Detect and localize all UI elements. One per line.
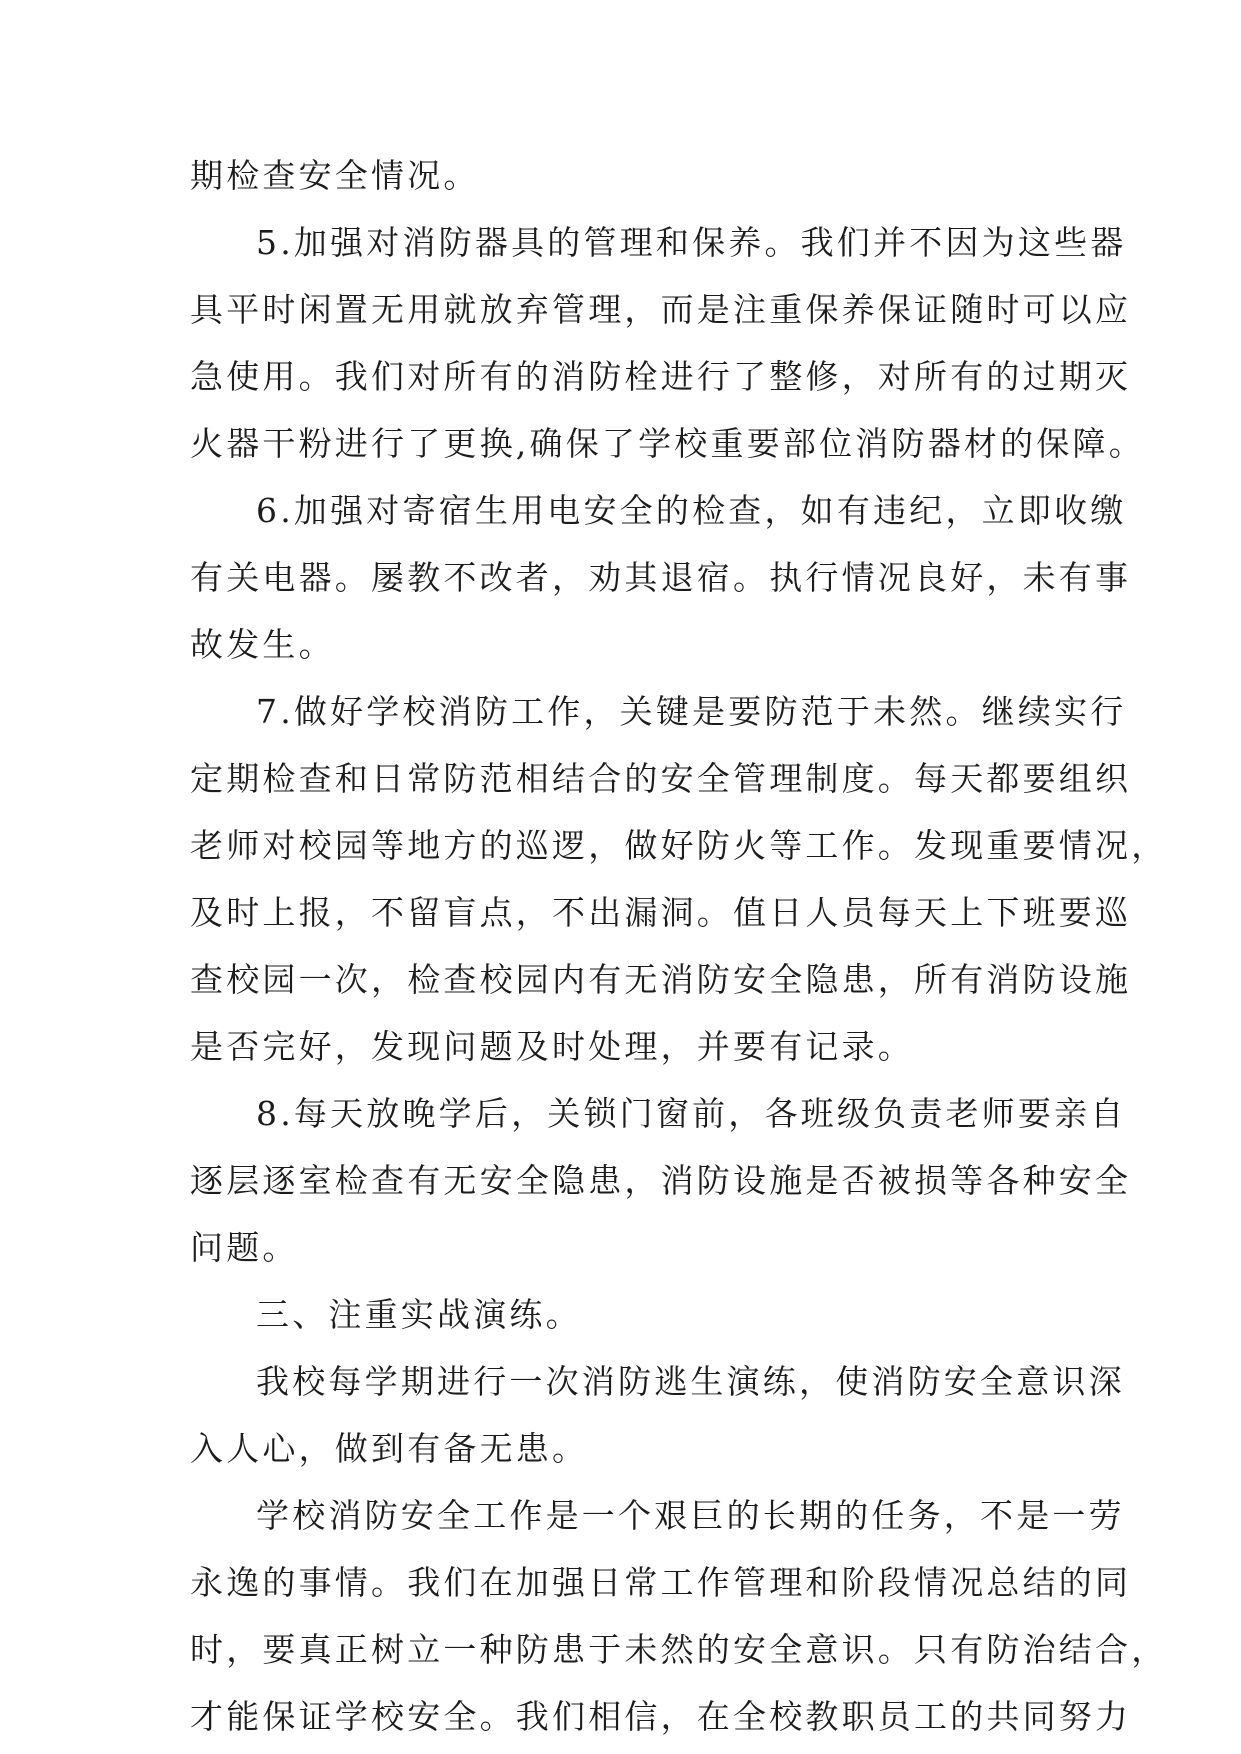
text-line: 问题。 xyxy=(190,1228,299,1267)
text-line: 具平时闲置无用就放弃管理，而是注重保养保证随时可以应 xyxy=(190,290,1132,329)
section-heading: 三、注重实战演练。 xyxy=(256,1295,582,1334)
text-line: 永逸的事情。我们在加强日常工作管理和阶段情况总结的同 xyxy=(190,1563,1132,1602)
text-line: 及时上报，不留盲点，不出漏洞。值日人员每天上下班要巡 xyxy=(190,893,1132,932)
text-line: 有关电器。屡教不改者，劝其退宿。执行情况良好，未有事 xyxy=(190,558,1132,597)
text-line: 5.加强对消防器具的管理和保养。我们并不因为这些器 xyxy=(256,223,1127,262)
text-line: 老师对校园等地方的巡逻，做好防火等工作。发现重要情况， xyxy=(190,826,1168,865)
text-line: 入人心，做到有备无患。 xyxy=(190,1429,589,1468)
text-line: 时，要真正树立一种防患于未然的安全意识。只有防治结合， xyxy=(190,1630,1168,1669)
text-line: 定期检查和日常防范相结合的安全管理制度。每天都要组织 xyxy=(190,759,1132,798)
text-line: 故发生。 xyxy=(190,625,335,664)
text-line: 逐层逐室检查有无安全隐患，消防设施是否被损等各种安全 xyxy=(190,1161,1132,1200)
text-line: 才能保证学校安全。我们相信，在全校教职员工的共同努力 xyxy=(190,1697,1132,1736)
text-line: 7.做好学校消防工作，关键是要防范于未然。继续实行 xyxy=(256,692,1127,731)
text-line: 8.每天放晚学后，关锁门窗前，各班级负责老师要亲自 xyxy=(256,1094,1127,1133)
text-line: 查校园一次，检查校园内有无消防安全隐患，所有消防设施 xyxy=(190,960,1132,999)
text-line: 我校每学期进行一次消防逃生演练，使消防安全意识深 xyxy=(256,1362,1125,1401)
text-line: 6.加强对寄宿生用电安全的检查，如有违纪，立即收缴 xyxy=(256,491,1127,530)
text-line: 火器干粉进行了更换,确保了学校重要部位消防器材的保障。 xyxy=(190,424,1145,463)
text-line: 是否完好，发现问题及时处理，并要有记录。 xyxy=(190,1027,914,1066)
text-line: 急使用。我们对所有的消防栓进行了整修，对所有的过期灭 xyxy=(190,357,1132,396)
text-line: 学校消防安全工作是一个艰巨的长期的任务，不是一劳 xyxy=(256,1496,1125,1535)
text-line: 期检查安全情况。 xyxy=(190,156,480,195)
